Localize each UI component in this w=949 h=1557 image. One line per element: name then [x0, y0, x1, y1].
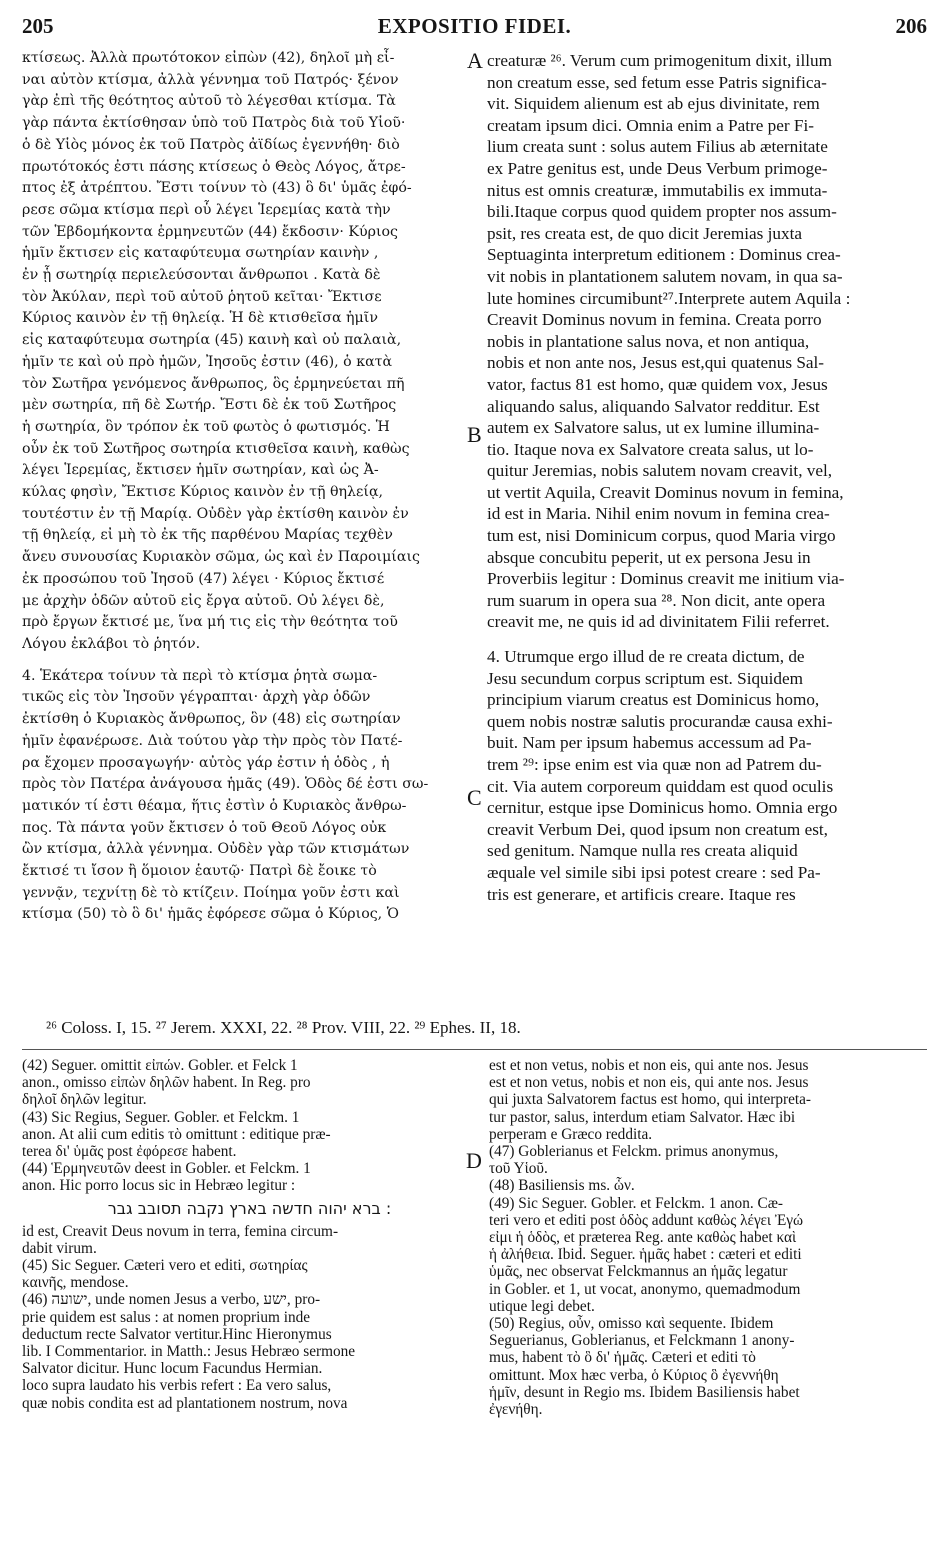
note-line: ἐγενήθη.: [489, 1401, 543, 1419]
note-line: quæ nobis condita est ad plantationem nostrum, nova: [22, 1394, 348, 1412]
latin-text-line: æquale vel simile sibi ipsi potest creare : sed Pa-: [487, 862, 821, 882]
greek-text-line: εἰς καταφύτευμα σωτηρία (45) καινὴ καὶ οὐ παλαιὰ,: [22, 332, 402, 349]
latin-text-line: creaturæ ²⁶. Verum cum primogenitum dixit, illum: [487, 51, 832, 70]
greek-text-line: ἡμῖν τε καὶ οὐ πρὸ ἡμῶν, Ἰησοῦς ἐστιν (46), ὁ κατὰ: [22, 353, 393, 370]
latin-text-line: creatam ipsum dici. Omnia enim a Patre per Fi-: [487, 115, 814, 135]
greek-text-line: κύλας φησὶν, Ἔκτισε Κύριος καινὸν ἐν τῇ θηλείᾳ,: [22, 484, 384, 501]
latin-text-line: Creavit Dominus novum in femina. Creata porro: [487, 310, 822, 330]
footnote-divider: [22, 1049, 927, 1050]
latin-text-line: nobis in plantatione salus nova, et non antiqua,: [487, 331, 810, 351]
latin-text-line: tris est generare, et artificis creare. Itaque res: [487, 884, 796, 904]
margin-letter-a: A: [467, 48, 483, 73]
latin-text-line: creavit Verbum Dei, quod ipsum non creatum est,: [487, 819, 828, 839]
note-line: (49) Sic Seguer. Gobler. et Felckm. 1 anon. Cæ-: [489, 1194, 783, 1212]
greek-text-line: κτίσμα (50) τὸ ὃ δι' ἡμᾶς ἐφόρεσε σῶμα ὁ Κύριος, Ὁ: [22, 906, 399, 923]
greek-text-line: πος. Τὰ πάντα γοῦν ἔκτισεν ὁ τοῦ Θεοῦ Λόγος οὐκ: [22, 819, 387, 836]
greek-text-line: γὰρ ἐπὶ τῆς θεότητος αὐτοῦ τὸ λέγεσθαι κτίσμα. Τὰ: [22, 93, 396, 110]
margin-letter-d: D: [466, 1148, 482, 1173]
greek-text-line: τῇ θηλείᾳ, εἰ μὴ τὸ ἐκ τῆς παρθένου Μαρίας τεχθὲν: [22, 527, 393, 544]
note-line: tur pastor, salus, interdum etiam Salvator. Hæc ibi: [489, 1108, 796, 1126]
latin-text-line: sed genitum. Namque nulla res creata aliquid: [487, 841, 798, 861]
greek-text-line: ἡ σωτηρία, ὃν τρόπον ἐκ τοῦ φωτὸς ὁ φωτισμός. Ἡ: [22, 418, 390, 435]
greek-text-line: Κύριος καινὸν ἐν τῇ θηλείᾳ. Ἡ δὲ κτισθεῖσα ἡμῖν: [22, 310, 378, 327]
latin-text-line: creavit me, ne quis id ad divinitatem Filii referret.: [487, 612, 830, 632]
notes-right-column: [489, 1057, 935, 1418]
page-number-left: 205: [22, 14, 54, 38]
note-line: est et non vetus, nobis et non eis, qui ante nos. Jesus: [489, 1074, 809, 1092]
note-line: anon. At alii cum editis τὸ omittunt : editique præ-: [22, 1125, 331, 1143]
latin-text-line: tum est, nisi Dominicum corpus, quod Maria virgo: [487, 526, 836, 546]
note-line: qui juxta Salvatorem factus est homo, qui interpreta-: [489, 1091, 811, 1109]
margin-letter-c: C: [467, 785, 482, 810]
greek-text-line: ἡμῖν ἐφανέρωσε. Διὰ τούτου γὰρ τὴν πρὸς τὸν Πατέ-: [22, 732, 403, 749]
latin-text-line: vit nobis in plantationem salutem novam, in qua sa-: [487, 266, 843, 286]
greek-text-line: τουτέστιν ἐν τῇ Μαρίᾳ. Οὐδὲν γὰρ ἐκτίσθη καινὸν ἐν: [22, 505, 409, 522]
greek-text-line: Λόγου ἐκλάβοι τὸ ῥητόν.: [22, 635, 201, 652]
note-line: utique legi debet.: [489, 1297, 595, 1315]
greek-text-line: ἐν ᾗ σωτηρίᾳ περιελεύσονται ἄνθρωποι . Κατὰ δὲ: [22, 267, 381, 284]
greek-text-line: τῶν Ἑβδομήκοντα ἑρμηνευτῶν (44) ἔκδοσιν· Κύριος: [22, 223, 398, 240]
note-line: εἰμι ἡ ὁδὸς, et præterea Reg. ante καθὼς habet καὶ: [489, 1229, 797, 1247]
note-line: lib. I Commentarior. in Matth.: Jesus Hebræo sermone: [22, 1343, 356, 1361]
latin-text-line: lium creata sunt : solus autem Filius ab æternitate: [487, 137, 828, 157]
greek-text-line: πτος ἐξ ἀτρέπτου. Ἔστι τοίνυν τὸ (43) ὃ δι' ὑμᾶς ἐφό-: [22, 180, 412, 197]
note-line: (48) Basiliensis ms. ὧν.: [489, 1177, 635, 1195]
note-line: mus, habent τὸ ὃ δι' ἡμᾶς. Cæteri et editi τὸ: [489, 1349, 756, 1367]
note-line: (42) Seguer. omittit εἰπών. Gobler. et Felck 1: [22, 1057, 298, 1074]
latin-text-line: Jesu secundum corpus scriptum est. Siquidem: [487, 668, 804, 688]
latin-text-line: psit, res creata est, de quo dicit Jeremias juxta: [487, 223, 802, 243]
page-header: [22, 14, 927, 44]
note-line: (43) Sic Regius, Seguer. Gobler. et Felckm. 1: [22, 1108, 300, 1126]
note-line: (45) Sic Seguer. Cæteri vero et editi, σωτηρίας: [22, 1257, 308, 1275]
note-line: δηλοῖ δηλῶν legitur.: [22, 1091, 147, 1109]
note-line: id est, Creavit Deus novum in terra, femina circum-: [22, 1222, 339, 1240]
greek-text-line: γεννᾷν, τεχνίτῃ δὲ τὸ κτίζειν. Ποίημα γοῦν ἐστι καὶ: [22, 884, 400, 901]
note-line: ברא יהוה חדשה בארץ נקבה תסובב גבר :: [107, 1198, 392, 1218]
note-line: (47) Goblerianus et Felckm. primus anonymus,: [489, 1143, 779, 1161]
latin-text-line: bili.Itaque corpus quod quidem propter nos assum-: [487, 202, 837, 222]
scripture-references: ²⁶ Coloss. I, 15. ²⁷ Jerem. XXXI, 22. ²⁸ Prov. VIII, 22. ²⁹ Ephes. II, 18.: [46, 1018, 521, 1037]
note-line: anon. Hic porro locus sic in Hebræo legitur :: [22, 1177, 296, 1195]
margin-letter-b: B: [467, 422, 482, 447]
note-line: teri vero et editi post ὁδὸς addunt καθὼς λέγει Ἐγώ: [489, 1211, 804, 1229]
note-line: omittunt. Mox hæc verba, ὁ Κύριος ὃ ἐγεννήθη: [489, 1366, 779, 1384]
latin-text-line: Proverbiis legitur : Dominus creavit me initium via-: [487, 569, 845, 589]
note-line: in Gobler. et 1, ut vocat, anonymo, quemadmodum: [489, 1280, 801, 1298]
latin-text-line: ex Patre genitus est, unde Deus Verbum primoge-: [487, 158, 828, 178]
greek-text-line: ναι αὐτὸν κτίσμα, ἀλλὰ γέννημα τοῦ Πατρός· ξένον: [22, 71, 399, 88]
greek-text-line: ἔκτισέ τι ἴσον ἢ ὅμοιον ἑαυτῷ· Πατρὶ δὲ ἔοικε τὸ: [22, 863, 377, 880]
latin-text-line: nitus est omnis creaturæ, immutabilis ex immuta-: [487, 180, 828, 200]
latin-text-line: nobis et non ante nos, Jesus est,qui quatenus Sal-: [487, 353, 825, 373]
greek-text-line: ἄνευ συνουσίας Κυριακὸν σῶμα, ὡς καὶ ἐν Παροιμίαις: [22, 549, 420, 566]
greek-column: [22, 48, 467, 926]
greek-text-line: ἐκτίσθη ὁ Κυριακὸς ἄνθρωπος, ὃν (48) εἰς σωτηρίαν: [22, 711, 401, 728]
latin-text-line: vator, factus 81 est homo, quæ quidem vox, Jesus: [487, 374, 828, 394]
note-line: deductum recte Salvator vertitur.Hinc Hieronymus: [22, 1325, 332, 1343]
greek-text-line: ὢν κτίσμα, ἀλλὰ γέννημα. Οὐδὲν γὰρ τῶν κτισμάτων: [22, 841, 410, 858]
greek-text-line: ρα ἔχομεν προσαγωγήν· αὐτὸς γάρ ἐστιν ἡ ὁδὸς , ἡ: [22, 754, 390, 771]
greek-text-line: 4. Ἑκάτερα τοίνυν τὰ περὶ τὸ κτίσμα ῥητὰ σωμα-: [22, 667, 378, 684]
notes-left-column: [22, 1057, 477, 1412]
note-line: Seguerianus, Goblerianus, et Felckmann 1 anony-: [489, 1332, 795, 1350]
greek-text-line: οὖν ἐκ τοῦ Σωτῆρος σωτηρία κτισθεῖσα καινὴ, καθὼς: [22, 440, 410, 457]
note-line: terea δι' ὑμᾶς post ἐφόρεσε habent.: [22, 1143, 237, 1161]
note-line: τοῦ Υἱοῦ.: [489, 1160, 548, 1178]
greek-text-line: πρὸ ἔργων ἔκτισέ με, ἵνα μή τις εἰς τὴν θεότητα τοῦ: [22, 614, 398, 631]
running-title: EXPOSITIO FIDEI.: [377, 14, 572, 38]
latin-text-line: trem ²⁹: ipse enim est via quæ non ad Patrem du-: [487, 755, 822, 774]
latin-text-line: lute homines circumibunt²⁷.Interprete autem Aquila :: [487, 288, 851, 308]
note-line: anon., omisso εἰπὼν δηλῶν habent. In Reg. pro: [22, 1074, 311, 1092]
latin-text-line: non creatum esse, sed fetum esse Patris significa-: [487, 72, 827, 92]
latin-text-line: rum suarum in opera sua ²⁸. Non dicit, ante opera: [487, 590, 826, 610]
greek-text-line: ἡμῖν ἔκτισεν εἰς καταφύτευμα σωτηρίαν καινὴν ,: [22, 245, 379, 262]
note-line: ὑμᾶς, nec observat Felckmannus an ἡμᾶς legatur: [489, 1263, 788, 1281]
latin-text-line: autem ex Salvatore salus, ut ex lumine illumina-: [487, 418, 820, 438]
note-line: ἡ ἀλήθεια. Ibid. Seguer. ἡμᾶς habet : cæteri et editi: [489, 1246, 802, 1264]
latin-text-line: id est in Maria. Nihil enim novum in femina crea-: [487, 504, 830, 524]
greek-text-line: ματικόν τί ἐστι θέαμα, ἥτις ἐστὶν ὁ Κυριακὸς ἄνθρω-: [22, 797, 407, 814]
greek-text-line: πρὸς τὸν Πατέρα ἀνάγουσα ἡμᾶς (49). Ὁδὸς δέ ἐστι σω-: [22, 776, 429, 793]
greek-text-line: τὸν Ἀκύλαν, περὶ τοῦ αὐτοῦ ῥητοῦ κεῖται· Ἔκτισε: [22, 288, 382, 305]
note-line: Salvator dicitur. Hunc locum Facundus Hermian.: [22, 1360, 323, 1378]
latin-text-line: cit. Via autem corporeum quiddam est quod oculis: [487, 776, 834, 796]
page-number-right: 206: [895, 14, 927, 38]
latin-text-line: cernitur, estque ipse Dominicus homo. Omnia ergo: [487, 798, 838, 818]
note-line: perperam e Græco reddita.: [489, 1125, 653, 1143]
latin-text-line: absque concubitu peperit, ut ex persona Jesu in: [487, 547, 811, 567]
latin-column: [487, 50, 935, 905]
latin-text-line: quem nobis nostræ salutis procurandæ causa exhi-: [487, 711, 833, 731]
note-line: est et non vetus, nobis et non eis, qui ante nos. Jesus: [489, 1057, 809, 1074]
greek-text-line: λέγει Ἱερεμίας, ἔκτισεν ἡμῖν σωτηρίαν, καὶ ὡς Ἀ-: [22, 462, 379, 479]
latin-text-line: tio. Itaque nova ex Salvatore creata salus, ut lo-: [487, 439, 814, 459]
greek-text-line: ρεσε σῶμα κτίσμα περὶ οὗ λέγει Ἱερεμίας κατὰ τὴν: [22, 201, 391, 218]
greek-text-line: τικῶς εἰς τὸν Ἰησοῦν γέγραπται· ἀρχὴ γὰρ ὁδῶν: [22, 689, 371, 706]
latin-text-line: Septuaginta interpretum editionem : Dominus crea-: [487, 245, 841, 265]
latin-text-line: aliquando salus, aliquando Salvator redditur. Est: [487, 396, 820, 416]
greek-text-line: κτίσεως. Ἀλλὰ πρωτότοκον εἰπὼν (42), δηλοῖ μὴ εἶ-: [22, 50, 395, 66]
note-line: prie quidem est salus : at nomen proprium inde: [22, 1308, 311, 1326]
note-line: (46) ישועה, unde nomen Jesus a verbo, ישע, pro-: [22, 1291, 321, 1309]
note-line: ἡμῖν, desunt in Regio ms. Ibidem Basiliensis habet: [489, 1383, 800, 1401]
note-line: (44) Ἑρμηνευτῶν deest in Gobler. et Felckm. 1: [22, 1160, 311, 1178]
note-line: loco supra laudato his verbis refert : Ea vero salus,: [22, 1377, 332, 1395]
greek-text-line: με ἀρχὴν ὁδῶν αὐτοῦ εἰς ἔργα αὐτοῦ. Οὐ λέγει δὲ,: [22, 592, 385, 609]
latin-text-line: 4. Utrumque ergo illud de re creata dictum, de: [487, 647, 805, 667]
greek-text-line: γὰρ πάντα ἐκτίσθησαν ὑπὸ τοῦ Πατρὸς διὰ τοῦ Υἱοῦ·: [22, 115, 406, 132]
latin-text-line: vit. Siquidem alienum est ab ejus divinitate, rem: [487, 94, 820, 114]
latin-text-line: principium viarum creatus est Dominicus homo,: [487, 690, 820, 710]
note-line: (50) Regius, οὖν, omisso καὶ sequente. Ibidem: [489, 1315, 774, 1333]
latin-text-line: quitur Jeremias, nobis salutem novam creavit, vel,: [487, 461, 833, 481]
greek-text-line: ἐκ προσώπου τοῦ Ἰησοῦ (47) λέγει · Κύριος ἔκτισέ: [22, 570, 385, 587]
greek-text-line: πρωτότοκός ἐστι πάσης κτίσεως ὁ Θεὸς Λόγος, ἄτρε-: [22, 158, 406, 175]
greek-text-line: ὁ δὲ Υἱὸς μόνος ἐκ τοῦ Πατρὸς ἀϊδίως ἐγεννήθη· διὸ: [22, 136, 400, 153]
greek-text-line: μὲν σωτηρία, πῆ δὲ Σωτήρ. Ἔστι δὲ ἐκ τοῦ Σωτῆρος: [22, 397, 397, 414]
latin-text-line: ut vertit Aquila, Creavit Dominus novum in femina,: [487, 482, 844, 502]
note-line: καινῆς, mendose.: [22, 1274, 129, 1292]
greek-text-line: τὸν Σωτῆρα γενόμενος ἄνθρωπος, ὃς ἑρμηνεύεται πῆ: [22, 375, 405, 392]
note-line: dabit virum.: [22, 1239, 97, 1257]
latin-text-line: buit. Nam per ipsum habemus accessum ad Pa-: [487, 733, 812, 753]
